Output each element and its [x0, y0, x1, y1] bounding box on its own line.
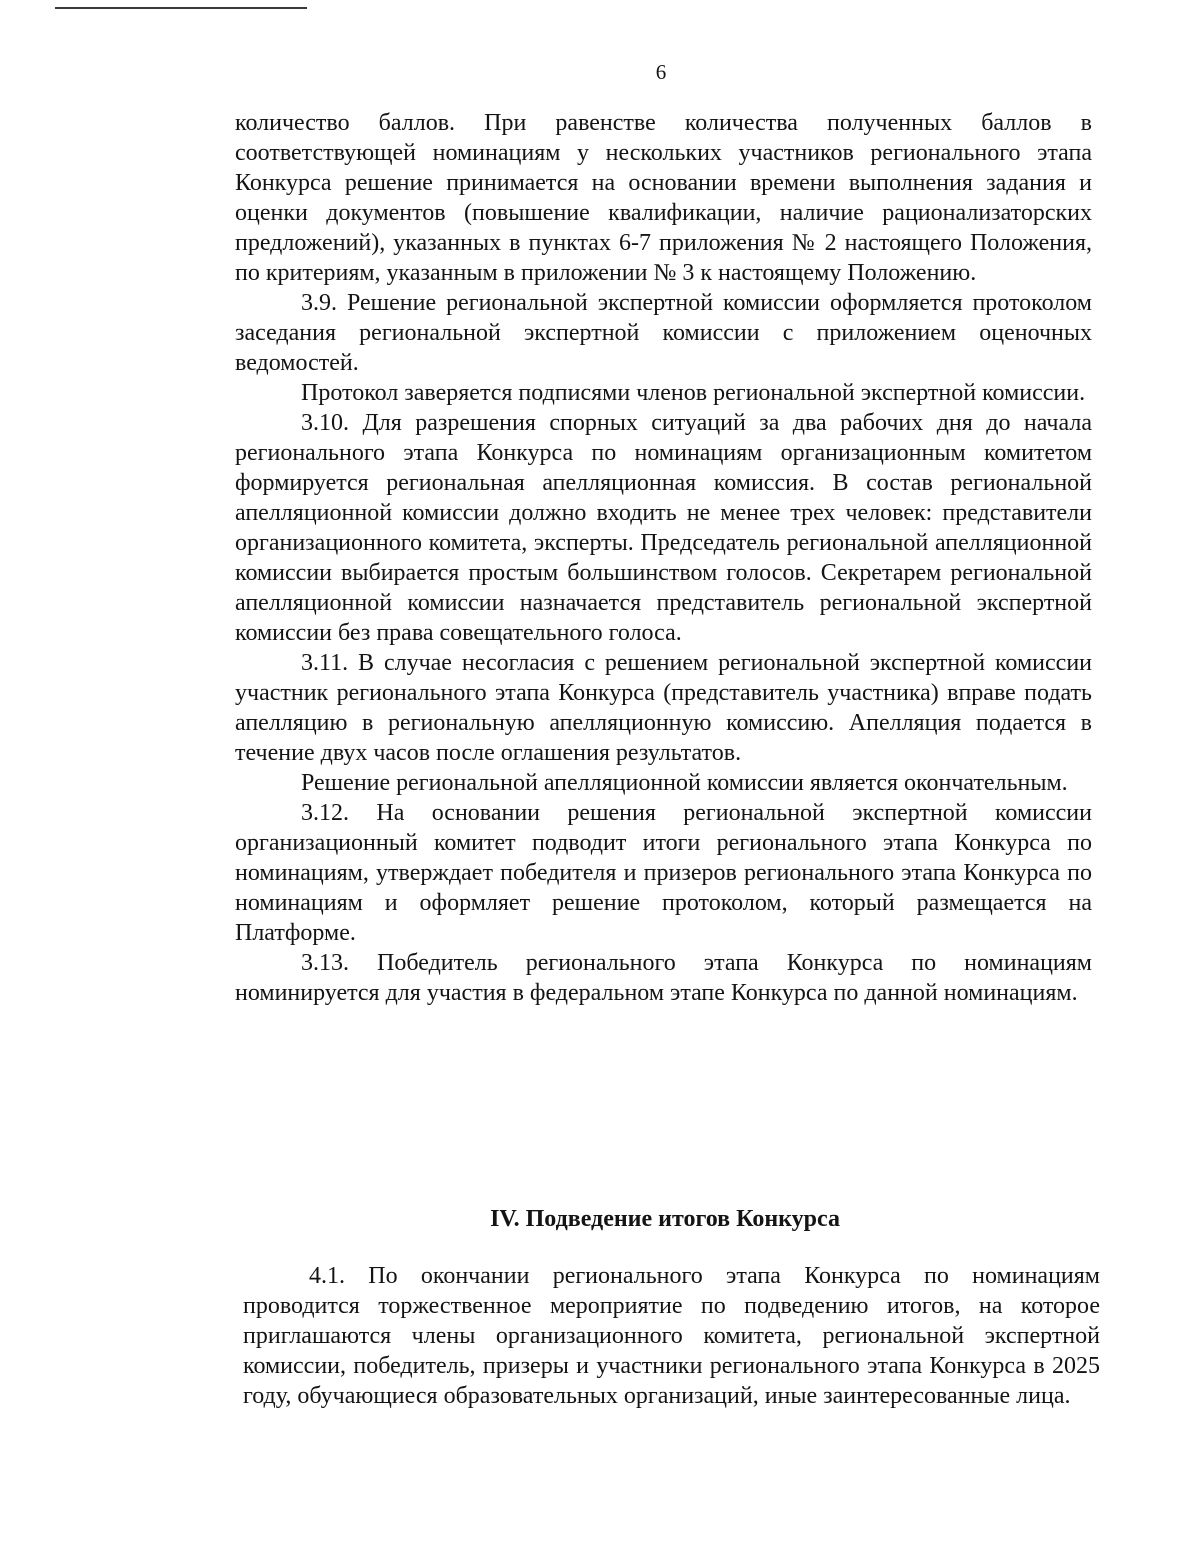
paragraph-protocol: Протокол заверяется подписями членов региональной экспертной комиссии. — [301, 380, 1086, 406]
paragraph-continuation: количество баллов. При равенстве количества полученных баллов в соответствующей номинациям у нескольких участников регионального этапа Конкурса решение принимается на основании времени выполнения задания и оценки документов (повышение квалификации, наличие рационализаторских предложений), указанных в пунктах 6-7 приложения № 2 настоящего Положения, по критериям, указанным в приложении № 3 к настоящему Положению. — [235, 110, 1092, 286]
paragraph-3-9: 3.9. Решение региональной экспертной комиссии оформляется протоколом заседания региональной экспертной комиссии с приложением оценочных ведомостей. — [235, 290, 1092, 376]
paragraph-3-12: 3.12. На основании решения региональной экспертной комиссии организационный комитет подводит итоги регионального этапа Конкурса по номинациям, утверждает победителя и призеров регионального этапа Конкурса по номинациям и оформляет решение протоколом, который размещается на Платформе. — [235, 800, 1092, 946]
paragraph-decision-final: Решение региональной апелляционной комиссии является окончательным. — [301, 770, 1068, 796]
section-4-body — [243, 1261, 1100, 1411]
paragraph-3-11: 3.11. В случае несогласия с решением региональной экспертной комиссии участник регионального этапа Конкурса (представитель участника) вправе подать апелляцию в региональную апелляционную комиссию. Апелляция подается в течение двух часов после оглашения результатов. — [235, 650, 1092, 766]
page-number: 6 — [655, 60, 667, 84]
paragraph-3-13: 3.13. Победитель регионального этапа Конкурса по номинациям номинируется для участия в федеральном этапе Конкурса по данной номинациям. — [235, 950, 1092, 1006]
top-rule — [55, 7, 307, 9]
paragraph-3-10: 3.10. Для разрешения спорных ситуаций за два рабочих дня до начала регионального этапа Конкурса по номинациям организационным комитетом формируется региональная апелляционная комиссия. В состав региональной апелляционной комиссии должно входить не менее трех человек: представители организационного комитета, эксперты. Председатель региональной апелляционной комиссии выбирается простым большинством голосов. Секретарем региональной апелляционной комиссии назначается представитель региональной экспертной комиссии без права совещательного голоса. — [235, 410, 1092, 646]
paragraph-4-1: 4.1. По окончании регионального этапа Конкурса по номинациям проводится торжественное мероприятие по подведению итогов, на которое приглашаются члены организационного комитета, региональной экспертной комиссии, победитель, призеры и участники регионального этапа Конкурса в 2025 году, обучающиеся образовательных организаций, иные заинтересованные лица. — [243, 1263, 1100, 1409]
section-3-body — [235, 108, 1092, 1008]
section-heading: IV. Подведение итогов Конкурса — [490, 1206, 840, 1232]
